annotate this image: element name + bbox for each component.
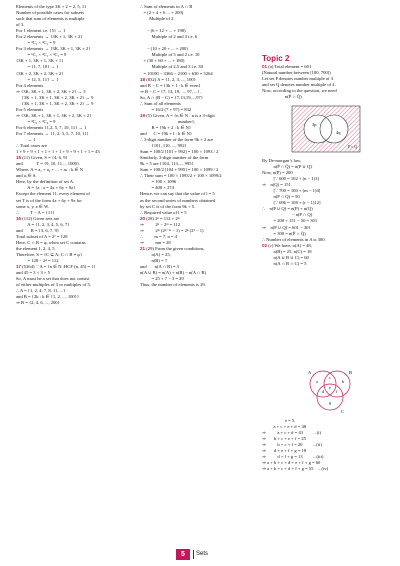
text-line: By De-morgan’s law, (262, 158, 302, 163)
text-line: Now, according to the question, we need (262, 88, 337, 94)
topic-heading: Topic 2 (262, 54, 290, 63)
text-line: = ³C₂ × ³C₂ = 9 (16, 118, 56, 124)
text-line: Multiple of 5 and 2 i.e. 10 (140, 52, 200, 58)
text-line: Thus, the number of elements is 29. (140, 282, 206, 288)
column-left (16, 4, 136, 306)
text-line: 9k + 5 are {104, 113,..., 995} (140, 161, 194, 167)
text-line: 17 (5264) ∵ A = {n ∈ N :HCF (n, 45) = 1} (16, 264, 96, 270)
text-line: {3K + 2, 3K + 2, 3K + 2} (16, 70, 64, 76)
text-line: e = 5, (262, 418, 296, 423)
text-line: − (10 + 20 + ... + 200) (140, 46, 188, 52)
text-line: n(A ∪ B) = n(A) + n(B) − n(A ∩ B) (140, 270, 206, 276)
text-line: some x, y, z ∈ W. (16, 203, 50, 209)
text-line: and n(A ∩ B) = 3 (140, 264, 179, 270)
text-line: ⇒ d + e + f + g = 18 (262, 448, 307, 454)
venn2-region-f: f (336, 389, 338, 394)
text-line: Total subset of A = 2⁷ = 128 (16, 233, 68, 239)
venn2-region-c: c (329, 375, 331, 380)
footer-section-title: Sets (196, 551, 209, 557)
text-line: So, A must be a set that does not consist (16, 276, 90, 282)
text-line: Multiple of 2 (140, 16, 174, 22)
question-number: 15 (16, 155, 22, 161)
question-number: 20 (140, 215, 146, 221)
venn-diagram-p-q (290, 104, 362, 154)
text-line: {3K + 1, 3K + 1, 3K + 2, 3K + 2} → 9 (16, 100, 94, 106)
text-line: ∴ A = {1, 2, 4, 7, 8, 11, ...} (16, 288, 66, 294)
text-line: and 45 = 3 × 3 × 5 (16, 270, 50, 276)
text-line: 18 (832) A = {1, 2, 3, ..., 100} (140, 76, 196, 82)
text-line: ⇒ B = {2, 4, 6, ..., 200} (16, 300, 60, 306)
text-line: n(B) = 7 (140, 257, 168, 263)
text-line: ∴ Required value of l = 5 (140, 209, 187, 215)
text-line: ⇒ 2ⁿ − 2ᵐ = 112 (140, 221, 181, 227)
text-line: ⇒ b + c + f = 20 ...(ii) (262, 442, 322, 448)
text-line: n(B) = 25, n(C) = 18 (262, 248, 312, 254)
question-number: 02 (262, 242, 268, 248)
column-right-bottom (262, 418, 388, 472)
venn2-region-b: b (342, 379, 344, 384)
text-line: For 2 elements → {3K + 1, 3K + 2} (16, 34, 83, 40)
text-line: ⇒ a + c + d = 43 ...(i) (262, 430, 322, 436)
text-line: + (30 + 60 + ... + 180) (140, 58, 185, 64)
text-line: Multiple of 2 and 3 i.e. 6 (140, 34, 198, 40)
text-line: by set C is of the form 9k + 5. (140, 203, 196, 209)
text-line: the element 1, 2, 4, 5. (16, 245, 56, 251)
text-line: and B = {3, 6, 7, 9} (16, 227, 60, 233)
text-line: − n(P ∩ Q) (262, 212, 313, 218)
text-line: and aᵢ ∈ S. (16, 173, 37, 179)
text-line: n(A ∩ B ∩ C) = 5 (262, 260, 307, 266)
text-line: number}, (140, 118, 196, 124)
text-line: ⇒ {3K, 3K + 1, 3K + 2, 3K + 2} → 3 (16, 88, 86, 94)
text-line: ∴ Their sum = 100 × 1093/2 + 100 × 1099/2 (140, 173, 222, 179)
question-number: 21 (140, 245, 146, 251)
text-line: ∴ Total cases are (16, 143, 47, 149)
text-line: = (2 + 4 + 6 ... + 200) (140, 10, 184, 16)
text-line: [∵ 600 = 102 + (n − 1)3] (262, 176, 320, 182)
text-line: Except the element 11, every element of (16, 191, 90, 197)
venn2-region-e: e (329, 385, 331, 390)
text-line: ⇒ n(Q) = 151 (262, 182, 291, 188)
text-line: A = {a : a = 4x + 6y + 9z} (16, 185, 76, 191)
text-line: n(P̄ ∩ Q̄) (262, 94, 302, 100)
text-line: 02 (c) We have, n(A) = 48, (262, 242, 312, 248)
text-line: = ³C₁ × ³C₁ = 9 (16, 40, 56, 46)
text-line: = 400 × 274 (140, 185, 174, 191)
question-number: 01 (262, 64, 268, 69)
text-line: ⇒ 2ᵐ (2ⁿ⁻ᵐ − 1) = 2⁴ (2³ − 1) (140, 227, 204, 233)
text-line: as the second series of numbers obtained (140, 197, 216, 203)
text-line: 20 (28) 2ⁿ = 112 + 2ᵐ (140, 215, 180, 221)
text-line: = 10100 − 3366 − 2100 + 630 = 5264 (140, 70, 213, 76)
question-number: 17 (16, 264, 22, 270)
text-line: = 300 = n(P̄ ∩ Q̄) (262, 230, 306, 236)
page-footer (0, 549, 400, 561)
text-line: ⇒ B − C = {7, 13, 19, ..., 97, ...}. (140, 88, 201, 94)
column-right-mid (262, 158, 388, 267)
text-line: Now, n(P) = 200 (262, 170, 293, 176)
text-line: Let set P denotes number multiple of 3 (262, 76, 334, 82)
text-line: − (6 + 12 + ... + 198) (140, 28, 186, 34)
venn2-label-B: B (349, 370, 353, 375)
text-line: For 7 elements → {1, 2, 3, 5, 7, 10, 11} (16, 130, 89, 136)
text-line: = 128 − 2⁴ = 112 (16, 257, 59, 263)
text-line: Hence, we can say that the value of l = 5 (140, 191, 215, 197)
text-line: 21 (29) From the given conditions, (140, 245, 205, 251)
text-line: ⇒ a + b + c + d + f + g = 55 ...(iv) (262, 466, 329, 472)
text-line: 16 (112) Given sets are (16, 215, 60, 221)
question-number: 16 (16, 215, 22, 221)
text-line: For 1 element i.e. {5} → 1 (16, 28, 66, 34)
text-line: ⇒ n(P ∪ Q)̄ = 601 − 301 (262, 224, 311, 230)
question-number: 19 (140, 112, 146, 118)
text-line: ∴ Sum of elements in A ∩ B (140, 4, 193, 9)
text-line: A = {1, 2, 3, 4, 5, 6, 7} (16, 221, 70, 227)
text-line: = {1, 7, 10} → 1 (16, 64, 59, 70)
text-line: = ¹C₁ × ³C₁ × ³C₁ = 9 (16, 52, 67, 58)
text-line: and C = {9k + l : k ∈ N} (140, 130, 193, 136)
text-line: ∴ T − A = {11} (16, 209, 55, 215)
text-line: Therefore, S = {C ⊆ A; C ∩ B ≠ φ} (16, 251, 83, 257)
text-line: [∵ 700 = 100 + (m − 1)4] (262, 188, 321, 194)
question-number: 18 (140, 76, 146, 82)
text-line: and B = {2k : k ∈ {1, 2, ..., 100}} (16, 294, 80, 300)
text-line: and B − C = {3k + 1 : k ∈ even} (140, 82, 201, 88)
text-line: Here, C ∩ B = φ, when set C contains (16, 239, 86, 245)
venn-diagram-abc (300, 366, 360, 416)
text-line: (Natural number between [100, 700]) (262, 70, 331, 76)
venn2-region-g: g (329, 400, 331, 405)
venn1-label-3p: 3p (312, 122, 317, 127)
text-line: Elements of the type 3K + 2 = 2, 5, 11 (16, 4, 87, 9)
text-line: ∴ Sum of all elements (140, 100, 181, 106)
text-line: 1 + 9 + 9 + 1 + 1 + 1 + 1 + 9 + 9 + 1 + 1 = 43 (16, 149, 100, 155)
text-line: Here, by the definition of set A. (16, 179, 75, 185)
text-line: For 6 elements {1,2, 5, 7, 10, 11} → 1 (16, 124, 87, 130)
text-line: set T is of the form 4x + 6y + 9z for (16, 197, 82, 203)
text-line: ⇒ {3K, 3K + 1, 3K + 1, 3K + 2, 3K + 2} (16, 112, 92, 118)
text-line: and T = {9, 10, 11..., 1000}. (16, 161, 81, 167)
text-line: n(A) = 25, (140, 251, 171, 257)
venn2-label-C: C (341, 409, 345, 414)
venn2-region-a: a (316, 379, 318, 384)
text-line: For 3 elements → {3K, 3K + 1, 3K + 2} (16, 46, 91, 52)
text-line: a + c + e + d = 48 (262, 424, 307, 430)
text-line: ⇒ d + f + g = 13 ...(iii) (262, 454, 324, 460)
column-middle (140, 4, 260, 288)
text-line: ⇒ mn = 28 (140, 239, 171, 245)
text-line: of either multiples of 3 or multiples of 5. (16, 282, 91, 288)
column-right-top (262, 64, 388, 100)
text-line: Sum = 100/2 [101 + 992] = 100 × 1093 / 2 (140, 149, 219, 155)
text-line: For 5 elements (16, 106, 44, 112)
text-line: = 16/2 (7 + 97) = 832 (140, 106, 192, 112)
text-line: Similarly, 3-digit number of the form (140, 155, 209, 161)
venn2-label-A: A (308, 370, 312, 375)
text-line: such that sum of elements is multiple (16, 16, 85, 22)
text-line: = 25 + 7 − 3 = 29 (140, 276, 184, 282)
text-line: For 4 elements (16, 82, 44, 88)
venn2-region-d: d (322, 389, 324, 394)
page-number: 5 (176, 549, 190, 560)
text-line: {101, 110, ..., 992} (140, 143, 187, 149)
text-line: = {2, 5, 11} → 1 (16, 76, 59, 82)
text-line: of 3. (16, 22, 25, 28)
text-line: Multiple of 2,5 and 3 i.e. 30 (140, 64, 203, 70)
text-line: n(P ∩ Q) = 50 (262, 194, 300, 200)
text-line: 15 (11) Given, S = {4, 6, 9} (16, 155, 68, 161)
text-line: 01 (a) Total element = 601 (262, 64, 312, 69)
text-line: [∵ 696 = 108 + (r − 1)12] (262, 200, 321, 206)
text-line: ∴ Number of elements in A is 300. (262, 236, 326, 242)
text-line: → 1 (16, 137, 36, 143)
text-line: So, A ∩ (B − C) = {7,13,19,...,97} (140, 94, 204, 100)
text-line: {3K + 1, 3K + 1, 3K + 1} (16, 58, 64, 64)
text-line: = 100 × 1096 (140, 179, 177, 185)
text-line: {3K + 1, 3K + 1, 3K + 2, 3K + 2} → 9 (16, 94, 94, 100)
text-line: 19 (5) Given, A = {n ∈ N : n is a 3-digit (140, 112, 215, 118)
footer-divider (193, 550, 194, 559)
text-line: ∴ 3-digit number of the form 9k + 2 are (140, 137, 213, 143)
text-line: ∴ m = 7, n = 4 (140, 233, 177, 239)
text-line: n(A ∪ B ∪ C) = 60 (262, 254, 309, 260)
text-line: Where, A = a₁ + a₂ + ... + aₖ : k ∈ N (16, 167, 84, 173)
text-line: = 200 + 151 − 50 = 301 (262, 218, 318, 224)
text-line: Sum = 100/2 [104 + 995] = 100 × 1099 / 2 (140, 167, 219, 173)
text-line: Number of possible cases for subsets (16, 10, 85, 16)
text-line: B = {9k + 2 : k ∈ N} (140, 124, 192, 130)
venn1-label-pq: P ∩ Q (348, 145, 357, 149)
text-line: and set Q denotes number multiple of 4. (262, 82, 336, 88)
text-line: ∴ n(P ∪ Q) = n(P) + n(Q) (262, 206, 313, 212)
text-line: n(P̄ ∩ Q̄) = n(P ∪ Q)̄ (262, 164, 312, 170)
text-line: ⇒ a + b + c + d + e + f + g = 60 (262, 460, 321, 466)
text-line: ⇒ b + c + e + f = 25 (262, 436, 306, 442)
venn1-label-4q: 4q (336, 130, 341, 135)
